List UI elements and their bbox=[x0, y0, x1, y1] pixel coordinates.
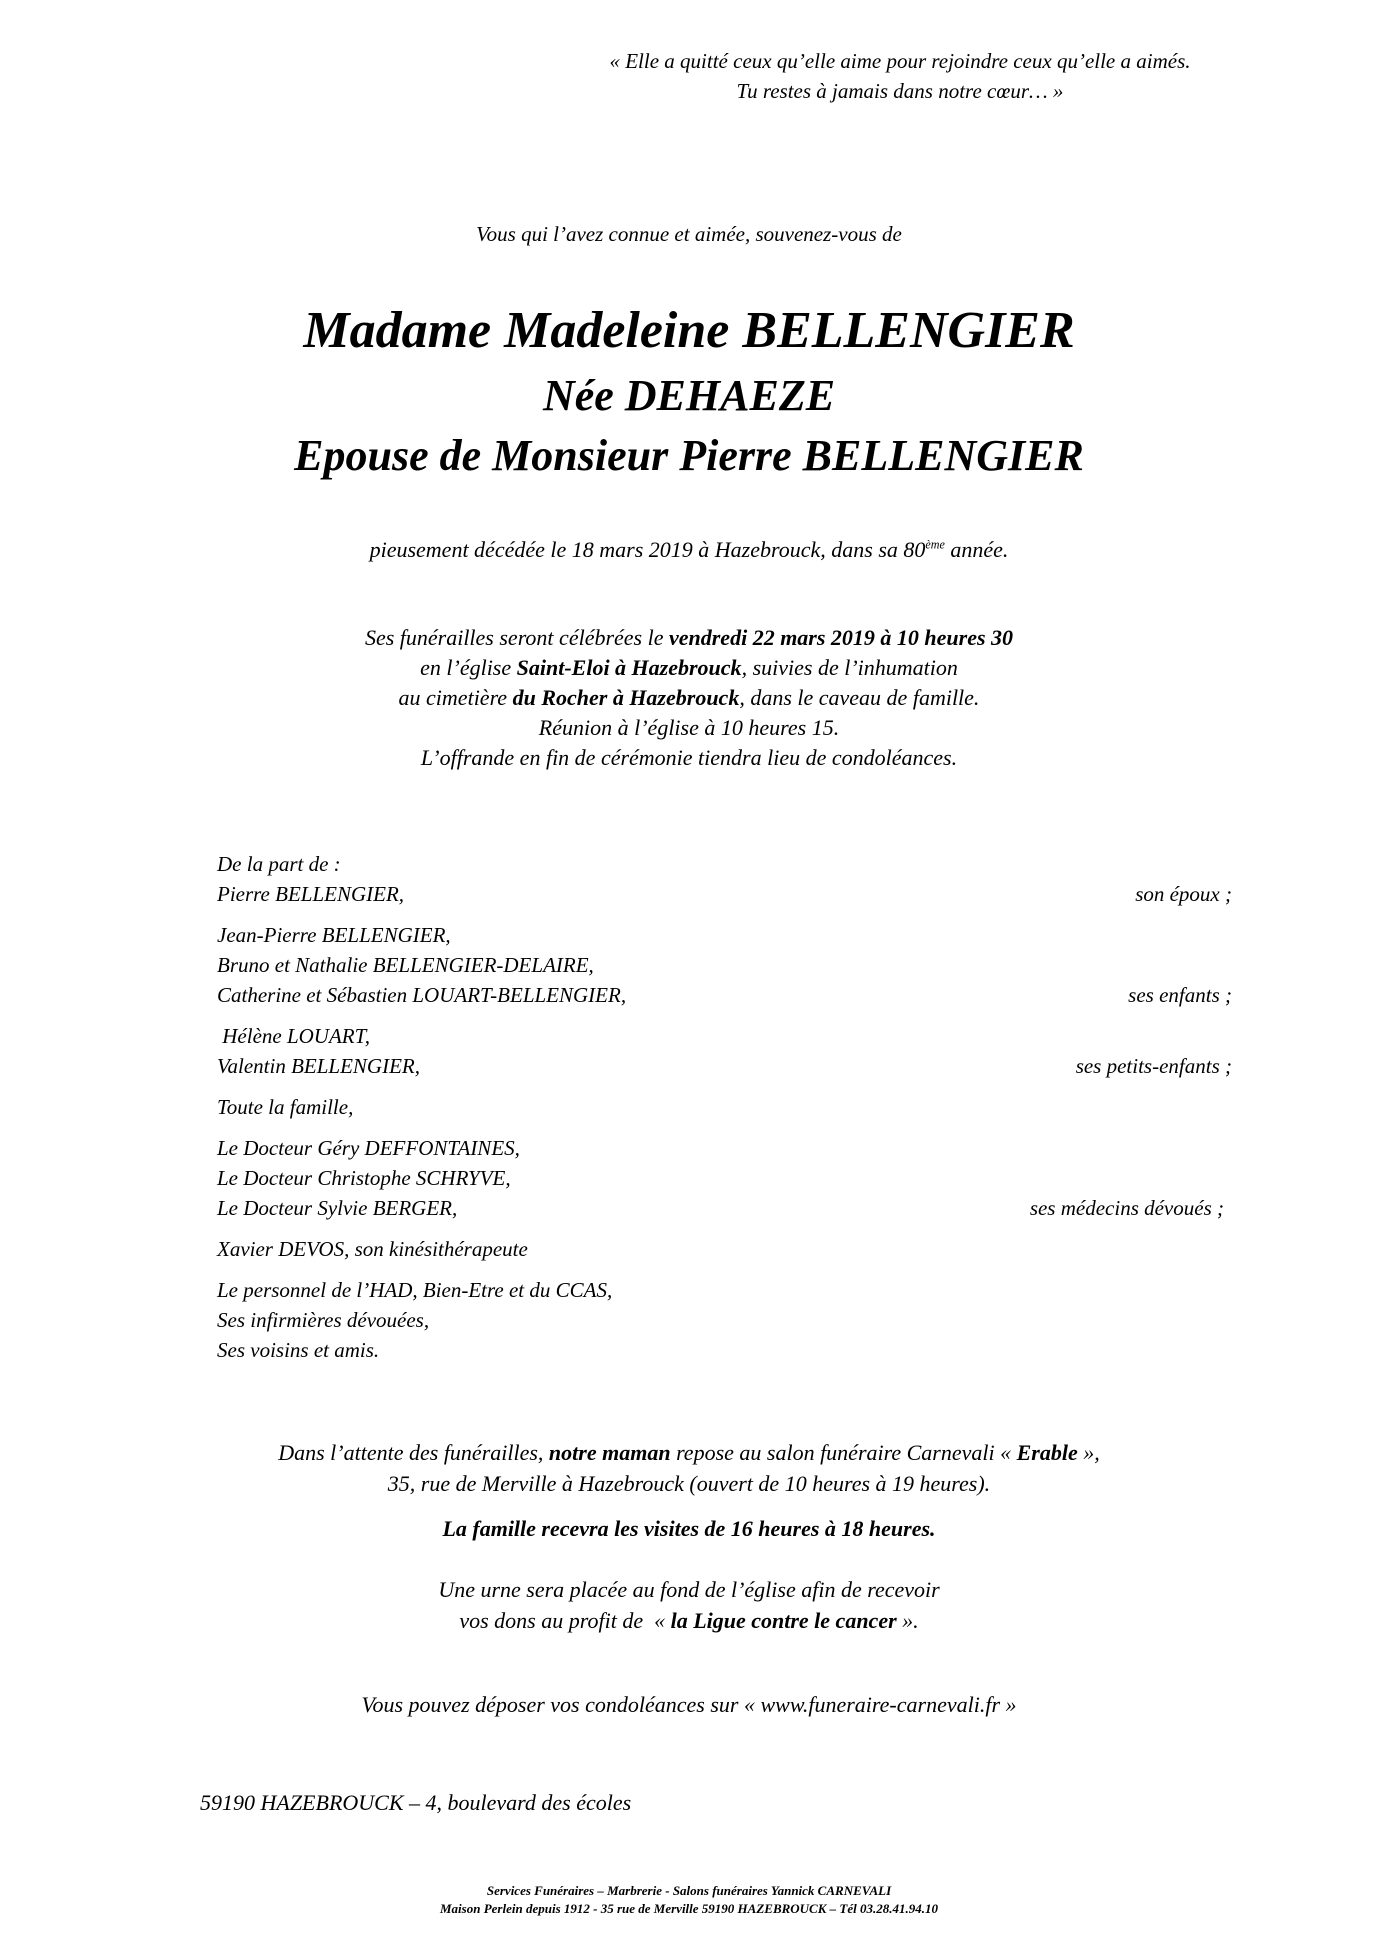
charity-name: la Ligue contre le cancer bbox=[670, 1608, 897, 1633]
epigraph-line-2: Tu restes à jamais dans notre cœur… » bbox=[736, 79, 1064, 103]
footer bbox=[0, 1882, 1378, 1918]
grandchild-name: Hélène LOUART, bbox=[217, 1024, 370, 1048]
family-children bbox=[217, 920, 1232, 1010]
husband-name: Pierre BELLENGIER, bbox=[217, 882, 405, 906]
child-name: Jean-Pierre BELLENGIER, bbox=[217, 923, 451, 947]
doctors-relation: ses médecins dévoués ; bbox=[1029, 1196, 1224, 1220]
death-text-end: année. bbox=[944, 537, 1009, 562]
intro-text: Vous qui l’avez connue et aimée, souvenez-vous de bbox=[476, 222, 902, 246]
address: 59190 HAZEBROUCK – 4, boulevard des écoles bbox=[200, 1790, 632, 1815]
funeral-text: , suivies de l’inhumation bbox=[741, 655, 958, 680]
funeral-details bbox=[0, 623, 1378, 773]
funeral-date: vendredi 22 mars 2019 à 10 heures 30 bbox=[668, 625, 1014, 650]
urn-line-1: Une urne sera placée au fond de l’église afin de recevoir bbox=[438, 1577, 940, 1602]
funeral-line-2 bbox=[0, 653, 1378, 683]
death-text: pieusement décédée le 18 mars 2019 à Hazebrouck, dans sa 80 bbox=[369, 537, 926, 562]
husband-relation: son époux ; bbox=[1135, 882, 1232, 906]
salon-emphasis: notre maman bbox=[548, 1440, 671, 1465]
footer-line-2: Maison Perlein depuis 1912 - 35 rue de Merville 59190 HAZEBROUCK – Tél 03.28.41.94.10 bbox=[440, 1901, 938, 1916]
family-all: Toute la famille, bbox=[217, 1095, 354, 1119]
family-heading: De la part de : bbox=[217, 852, 341, 876]
family-husband bbox=[217, 879, 1232, 909]
urn-line-2 bbox=[0, 1605, 1378, 1636]
epigraph bbox=[520, 46, 1280, 106]
family-physio: Xavier DEVOS, son kinésithérapeute bbox=[217, 1237, 528, 1261]
condolences-notice: Vous pouvez déposer vos condoléances sur « www.funeraire-carnevali.fr » bbox=[361, 1692, 1017, 1717]
cemetery-name: du Rocher à Hazebrouck bbox=[512, 685, 740, 710]
death-ordinal-sup: ème bbox=[925, 537, 945, 552]
footer-line-1: Services Funéraires – Marbrerie - Salons funéraires Yannick CARNEVALI bbox=[486, 1883, 892, 1898]
child-name: Catherine et Sébastien LOUART-BELLENGIER, bbox=[217, 983, 627, 1007]
funeral-text: au cimetière bbox=[398, 685, 513, 710]
urn-notice bbox=[0, 1574, 1378, 1636]
salon-room-name: Erable bbox=[1016, 1440, 1078, 1465]
grandchildren-relation: ses petits-enfants ; bbox=[1075, 1054, 1232, 1078]
family-grandchildren bbox=[217, 1021, 1232, 1081]
grandchild-name: Valentin BELLENGIER, bbox=[217, 1054, 420, 1078]
urn-text: vos dons au profit de « bbox=[459, 1608, 671, 1633]
maiden-name: Née DEHAEZE bbox=[542, 371, 836, 420]
funeral-line-5: L’offrande en fin de cérémonie tiendra lieu de condoléances. bbox=[420, 745, 958, 770]
children-relation: ses enfants ; bbox=[1128, 983, 1232, 1007]
doctor-name: Le Docteur Sylvie BERGER, bbox=[217, 1196, 458, 1220]
visits-notice: La famille recevra les visites de 16 heures à 18 heures. bbox=[442, 1516, 936, 1541]
funeral-text: Ses funérailles seront célébrées le bbox=[364, 625, 669, 650]
spouse-line: Epouse de Monsieur Pierre BELLENGIER bbox=[294, 431, 1084, 480]
others-line: Le personnel de l’HAD, Bien-Etre et du CCAS, bbox=[217, 1278, 613, 1302]
funeral-line-4: Réunion à l’église à 10 heures 15. bbox=[538, 715, 840, 740]
salon-text: Dans l’attente des funérailles, bbox=[278, 1440, 549, 1465]
salon-notice bbox=[0, 1437, 1378, 1499]
funeral-line-3 bbox=[0, 683, 1378, 713]
funeral-text: , dans le caveau de famille. bbox=[739, 685, 980, 710]
child-name: Bruno et Nathalie BELLENGIER-DELAIRE, bbox=[217, 953, 594, 977]
salon-line-1 bbox=[0, 1437, 1378, 1468]
salon-line-2: 35, rue de Merville à Hazebrouck (ouvert de 10 heures à 19 heures). bbox=[387, 1471, 991, 1496]
doctor-name: Le Docteur Christophe SCHRYVE, bbox=[217, 1166, 511, 1190]
salon-text: repose au salon funéraire Carnevali « bbox=[670, 1440, 1017, 1465]
family-others bbox=[217, 1275, 1232, 1365]
funeral-text: en l’église bbox=[420, 655, 517, 680]
others-line: Ses infirmières dévouées, bbox=[217, 1308, 430, 1332]
church-name: Saint-Eloi à Hazebrouck bbox=[516, 655, 742, 680]
salon-text: », bbox=[1077, 1440, 1100, 1465]
deceased-name: Madame Madeleine BELLENGIER bbox=[303, 302, 1075, 359]
death-notice bbox=[0, 537, 1378, 563]
doctor-name: Le Docteur Géry DEFFONTAINES, bbox=[217, 1136, 520, 1160]
funeral-line-1 bbox=[0, 623, 1378, 653]
urn-text: ». bbox=[896, 1608, 919, 1633]
others-line: Ses voisins et amis. bbox=[217, 1338, 380, 1362]
family-doctors bbox=[217, 1133, 1232, 1223]
epigraph-line-1: « Elle a quitté ceux qu’elle aime pour rejoindre ceux qu’elle a aimés. bbox=[609, 49, 1191, 73]
family-list bbox=[217, 849, 1232, 1376]
